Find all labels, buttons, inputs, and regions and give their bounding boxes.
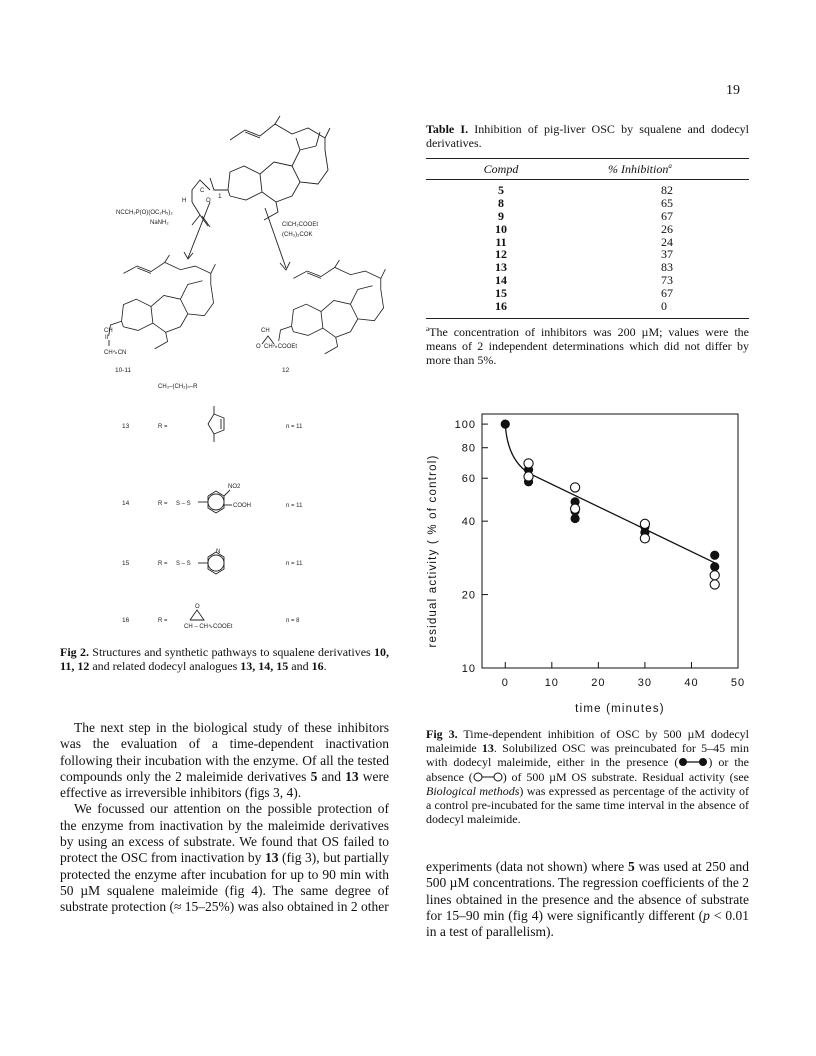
reagent-left-1: NCCH₂P(O)(OC₂H₅)₂ (116, 210, 173, 216)
x-tick-label: 50 (730, 677, 746, 689)
row15-number: 15 (122, 560, 130, 567)
table-row (426, 248, 749, 261)
fig3-caption-label: Fig 3. (426, 727, 458, 741)
fig2-caption-ref: 10, 11, 12 (60, 645, 389, 674)
x-tick-label: 10 (544, 677, 559, 689)
table-caption-label: Table I. (426, 122, 469, 136)
table-row (426, 197, 749, 210)
x-tick-label: 0 (501, 677, 509, 689)
table-cell-inhibition: 67 (661, 286, 673, 301)
row15-r: R = (158, 561, 168, 567)
table-caption-text: Inhibition of pig-liver OSC by squalene and dodecyl derivatives. (426, 122, 749, 150)
data-point-filled (501, 419, 510, 428)
fig3-caption-text: ) of 500 µM OS substrate. Residual activity (see (502, 769, 749, 784)
y-tick-label: 10 (461, 663, 476, 675)
plot-frame (482, 414, 738, 668)
table-cell-compd: 10 (495, 221, 507, 236)
fig2-caption-text: . (323, 659, 327, 674)
table-cell-compd: 9 (498, 208, 504, 223)
table-row (426, 274, 749, 287)
open-circle-line-symbol (473, 772, 503, 782)
structures-figure (60, 110, 400, 640)
data-point-open (570, 483, 579, 492)
fig2-caption (60, 645, 389, 673)
data-point-open (524, 472, 533, 481)
left-sub-3: CH∿CN (104, 350, 127, 356)
body-text-span: We focussed our attention on the possible protection of the enzyme from inactivation by the maleimide derivatives by using an excess of substrate. We found that OS failed to protect the OSC from inactivation by (60, 801, 389, 866)
row14-r: R = (158, 501, 168, 507)
table-cell-inhibition: 37 (661, 247, 673, 262)
row14-number: 14 (122, 500, 130, 507)
fig3-caption-italic: Biological methods (426, 783, 520, 798)
left-sub-1: CH (104, 328, 113, 334)
body-text-span: experiments (data not shown) where (426, 859, 628, 874)
filled-circle-line-symbol (678, 757, 708, 767)
table-header-compd: Compd (483, 162, 519, 176)
compound-ref: 13 (264, 850, 279, 866)
fig2-caption-ref: 13, 14, 15 (240, 659, 289, 674)
row13-number: 13 (122, 423, 130, 430)
left-column-text (60, 720, 389, 916)
table-row (426, 261, 749, 274)
data-point-open (570, 504, 579, 513)
right-sub-2: CH∿COOEt (264, 344, 298, 350)
compound-ref: 13 (345, 768, 359, 784)
body-text-span: The next step in the biological study of these inhibitors was the evaluation of a time-dependent inactivation following their incubation with the enzyme. Of all the tested compounds only the 2 maleimide derivatives (60, 720, 389, 784)
compound-10-11-label: 10-11 (115, 367, 132, 374)
table-body (426, 184, 749, 313)
left-sub-2: II (105, 335, 109, 341)
fig3-caption-text: ) or the absence ( (426, 755, 750, 784)
table-cell-inhibition: 83 (661, 260, 673, 275)
data-point-open (640, 519, 649, 528)
fig2-caption-label: Fig 2. (60, 645, 89, 659)
fig3-caption-text: ) was expressed as percentage of the activity of a control pre-incubated for the same time interval in the absence of dodecyl maleimide. (426, 783, 749, 827)
table-cell-compd: 16 (495, 299, 507, 314)
reagent-right-2: (CH₃)₃COK (282, 232, 313, 238)
body-paragraph (60, 720, 389, 801)
row13-r: R = (158, 424, 168, 430)
page-number: 19 (726, 83, 740, 98)
table-footnote (426, 325, 749, 367)
y-tick-label: 20 (461, 589, 476, 602)
table-cell-compd: 12 (495, 247, 507, 262)
compound-ref: 5 (310, 768, 318, 784)
fig2-caption-text: Structures and synthetic pathways to squalene derivatives (88, 645, 374, 659)
table-header-inhibition-text: % Inhibition (608, 162, 669, 176)
table-cell-inhibition: 24 (661, 234, 673, 249)
row14-cooh: COOH (233, 503, 251, 509)
y-axis-title: residual activity ( % of control) (427, 454, 439, 648)
fig3-caption (426, 727, 749, 826)
body-text-span: was used at 250 and 500 µM concentrations. The regression coefficients of the 2 lines obtained in the presence and the absence of substrate for 15–90 min (fig 4) were significantly different ( (426, 859, 749, 923)
table-cell-compd: 8 (498, 195, 504, 210)
table-cell-compd: 14 (495, 273, 507, 288)
x-tick-label: 30 (637, 677, 653, 689)
table-cell-inhibition: 65 (661, 195, 673, 210)
y-tick-label: 60 (461, 473, 476, 486)
squalene-top-skeleton (210, 116, 330, 220)
table-row (426, 236, 749, 249)
p-value-symbol: p (703, 907, 710, 923)
table-header-row (426, 159, 749, 179)
aldehyde-h-label: H (182, 198, 187, 204)
data-point-filled (710, 562, 719, 571)
squalene-right-skeleton (279, 260, 386, 354)
data-point-open (710, 571, 719, 580)
body-text-span: (fig 3), but partially protected the enzyme after incubation for up to 90 min with 50 µM squalene maleimide (fig 4). The same degree of substrate protection (≈ 15–25%) was also obtained in 2 other (60, 850, 389, 915)
fig3-chart (420, 400, 760, 725)
epoxide-o-label: O (256, 344, 261, 350)
body-text-span: and (317, 768, 346, 784)
x-tick-label: 20 (591, 677, 606, 689)
aldehyde-c-label: C (200, 188, 205, 194)
row15-n-atom: N (216, 549, 221, 555)
reagent-right-1: ClCH₂COOEt (282, 222, 318, 228)
table-cell-inhibition: 0 (661, 299, 667, 314)
fig2-caption-text: and (288, 659, 312, 674)
x-tick-label: 40 (684, 677, 699, 689)
table-row (426, 184, 749, 197)
x-axis-title: time (minutes) (575, 703, 665, 715)
table-cell-compd: 5 (498, 183, 504, 197)
table-caption (426, 122, 749, 150)
right-sub-1: CH (261, 328, 270, 334)
compound-ref: 5 (627, 859, 635, 874)
table-cell-compd: 11 (495, 234, 507, 249)
table-row (426, 287, 749, 300)
fig2-caption-ref: 16 (311, 659, 324, 674)
row16-o: O (195, 604, 200, 610)
y-tick-label: 80 (461, 442, 476, 455)
table-cell-inhibition: 82 (661, 183, 673, 197)
row14-n: n = 11 (286, 503, 303, 509)
fig3-caption-text: Time-dependent inhibition of OSC by 500 µM dodecyl maleimide (426, 727, 749, 756)
fig2-caption-text: and related dodecyl analogues (89, 659, 241, 674)
table-bottom-rule (426, 318, 749, 319)
body-text-span: were effective as irreversible inhibitors (figs 3, 4). (60, 768, 389, 801)
table-header-footnote-mark: a (668, 162, 672, 170)
aldehyde-o-label: O (206, 198, 211, 204)
table-cell-compd: 15 (495, 286, 507, 301)
fig3-caption-ref: 13 (481, 741, 494, 756)
compound-1-label: 1 (218, 193, 222, 200)
table-header-inhibition (576, 159, 749, 179)
table-1 (426, 122, 749, 367)
row15-n: n = 11 (286, 561, 303, 567)
general-formula: CH₃–(CH₂)ₙ–R (158, 384, 198, 390)
row14-no2: NO2 (228, 484, 241, 490)
row15-ss: S – S (176, 561, 191, 567)
table-row (426, 223, 749, 236)
row13-n: n = 11 (286, 424, 303, 430)
reagent-left-2: NaNH₂ (150, 220, 169, 226)
row16-n: n = 8 (286, 618, 300, 624)
body-paragraph (60, 801, 389, 915)
right-column-text (426, 859, 749, 940)
table-cell-inhibition: 67 (661, 208, 673, 223)
table-header-rule (426, 179, 749, 180)
table-footnote-text: The concentration of inhibitors was 200 µM; values were the means of 2 independent determinations which did not differ by more than 5%. (426, 324, 749, 367)
squalene-left-skeleton (109, 255, 216, 349)
data-point-filled (570, 514, 579, 523)
data-point-open (710, 580, 719, 589)
row16-number: 16 (122, 617, 130, 624)
data-point-open (640, 534, 649, 543)
y-tick-label: 100 (454, 419, 476, 432)
data-point-filled (710, 551, 719, 560)
table-cell-inhibition: 26 (661, 221, 673, 236)
table-footnote-mark: a (426, 324, 430, 333)
fig3-caption-text: . Solubilized OSC was preincubated for 5–45 min with dodecyl maleimide, either in the presence ( (426, 741, 749, 770)
table-row (426, 210, 749, 223)
row16-r: R = (158, 618, 168, 624)
table-cell-inhibition: 73 (661, 273, 673, 288)
y-tick-label: 40 (461, 516, 476, 529)
row16-group: CH – CH∿COOEt (184, 624, 233, 630)
data-point-open (524, 459, 533, 468)
compound-12-label: 12 (282, 367, 290, 374)
fit-line (505, 424, 714, 563)
table-cell-compd: 13 (495, 260, 507, 275)
row14-ss: S – S (176, 501, 191, 507)
table-row (426, 300, 749, 313)
body-text-span: < 0.01 in a test of parallelism). (426, 907, 749, 940)
